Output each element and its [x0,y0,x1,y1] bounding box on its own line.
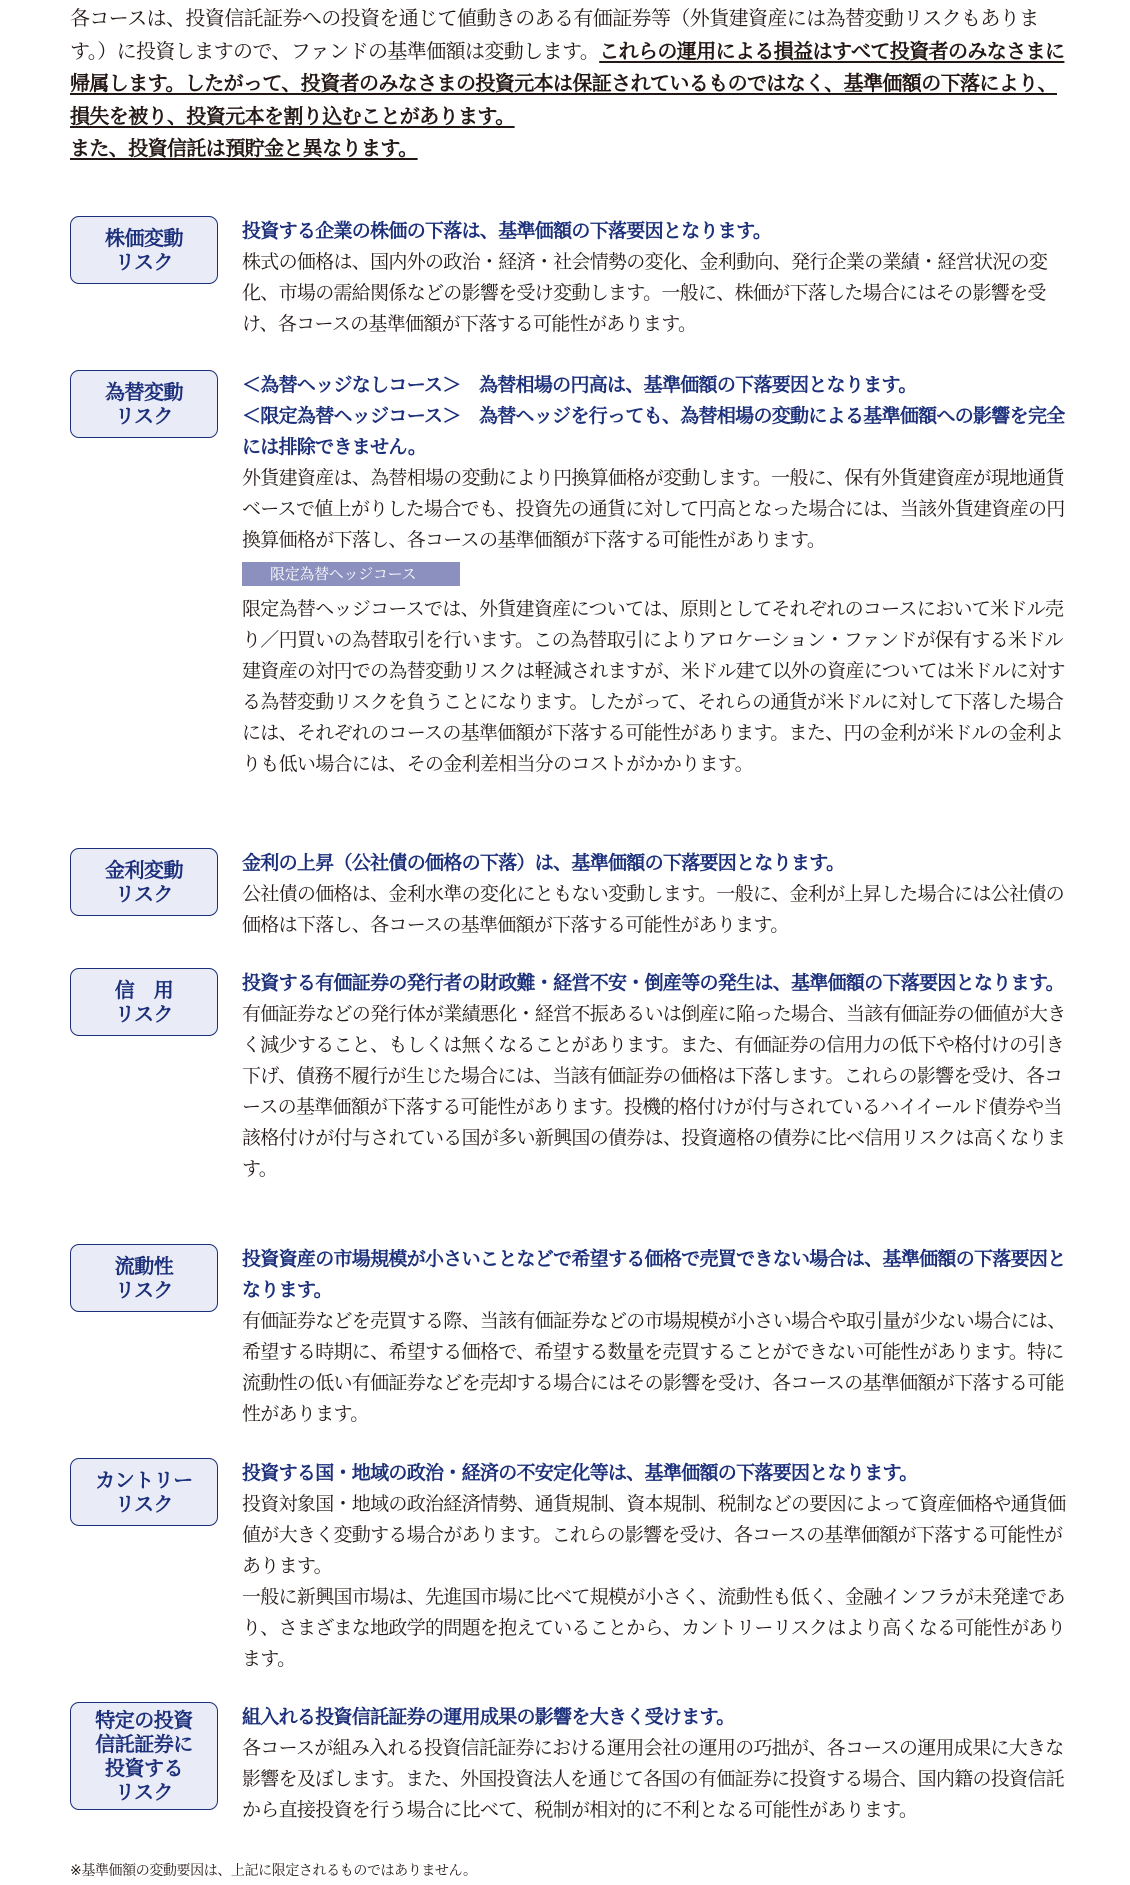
risk-label-box [70,968,218,1036]
risk-label-line: 信 用 [114,978,174,1002]
risk-lead: 投資する国・地域の政治・経済の不安定化等は、基準価額の下落要因となります。 [242,1462,918,1484]
risk-label-line: 株価変動 [105,226,183,250]
risk-label-line: 信託証券に [95,1732,193,1756]
intro-underlined-text: これらの運用による損益はすべて投資者のみなさまに帰属します。したがって、投資者のみなさまの投資元本は保証されているものではなく、基準価額の下落により、損失を被り、投資元本を割り込むことがあります。 [70,38,1065,128]
risk-body-text-2: 限定為替ヘッジコースでは、外貨建資産については、原則としてそれぞれのコースにおいて米ドル売り／円買いの為替取引を行います。この為替取引によりアロケーション・ファンドが保有する米ドル建資産の対円での為替変動リスクは軽減されますが、米ドル建て以外の資産については米ドルに対する為替変動リスクを負うことになります。したがって、それらの通貨が米ドルに対して下落した場合には、それぞれのコースの基準価額が下落する可能性があります。また、円の金利が米ドルの金利よりも低い場合には、その金利差相当分のコストがかかります。 [242,598,1065,775]
risk-label-box [70,848,218,916]
risk-body-text: 公社債の価格は、金利水準の変化にともない変動します。一般に、金利が上昇した場合には公社債の価格は下落し、各コースの基準価額が下落する可能性があります。 [242,883,1064,936]
intro-paragraph [70,2,1070,165]
risk-label-box [70,1702,218,1810]
risk-description [242,1458,1070,1675]
risk-lead: 組入れる投資信託証券の運用成果の影響を大きく受けます。 [242,1706,735,1728]
intro-underlined-text-2: また、投資信託は預貯金と異なります。 [70,136,418,160]
risk-description [242,370,1070,780]
risk-label-line: リスク [114,1492,174,1516]
risk-body-text-2: 一般に新興国市場は、先進国市場に比べて規模が小さく、流動性も低く、金融インフラが未発達であり、さまざまな地政学的問題を抱えていることから、カントリーリスクはより高くなる可能性があります。 [242,1586,1066,1670]
risk-body-text: 外貨建資産は、為替相場の変動により円換算価格が変動します。一般に、保有外貨建資産が現地通貨ベースで値上がりした場合でも、投資先の通貨に対して円高となった場合には、当該外貨建資産の円換算価格が下落し、各コースの基準価額が下落する可能性があります。 [242,467,1065,551]
risk-body-text: 有価証券などを売買する際、当該有価証券などの市場規模が小さい場合や取引量が少ない場合には、希望する時期に、希望する価格で、希望する数量を売買することができない可能性があります。特に流動性の低い有価証券などを売却する場合にはその影響を受け、各コースの基準価額が下落する可能性があります。 [242,1310,1066,1425]
risk-label-box [70,1458,218,1526]
intro-text: 各コースは、投資信託証券への投資を通じて値動きのある有価証券等（外貨建資産には為替変動リスクもあります。）に投資しますので、ファンドの基準価額は変動します。 [70,6,1039,63]
risk-body-text: 投資対象国・地域の政治経済情勢、通貨規制、資本規制、税制などの要因によって資産価格や通貨価値が大きく変動する場合があります。これらの影響を受け、各コースの基準価額が下落する可能性があります。 [242,1493,1066,1577]
risk-lead: 金利の上昇（公社債の価格の下落）は、基準価額の下落要因となります。 [242,852,845,874]
risk-label-line: 金利変動 [105,858,183,882]
risk-label-box [70,1244,218,1312]
risk-lead: ＜為替ヘッジなしコース＞ 為替相場の円高は、基準価額の下落要因となります。 [242,374,917,396]
risk-description [242,848,1070,941]
risk-label-line: 為替変動 [105,380,183,404]
risk-label-line: リスク [114,404,174,428]
risk-label-line: リスク [114,882,174,906]
risk-lead-2: ＜限定為替ヘッジコース＞ 為替ヘッジを行っても、為替相場の変動による基準価額への影響を完全には排除できません。 [242,405,1065,458]
hedged-course-tag: 限定為替ヘッジコース [242,562,460,586]
risk-body-text: 株式の価格は、国内外の政治・経済・社会情勢の変化、金利動向、発行企業の業績・経営状況の変化、市場の需給関係などの影響を受け変動します。一般に、株価が下落した場合にはその影響を受け、各コースの基準価額が下落する可能性があります。 [242,251,1048,335]
risk-label-line: リスク [114,1780,174,1804]
risk-label-line: リスク [114,1278,174,1302]
risk-description [242,216,1070,340]
risk-label-line: リスク [114,1002,174,1026]
risk-lead: 投資する有価証券の発行者の財政難・経営不安・倒産等の発生は、基準価額の下落要因となります。 [242,972,1064,994]
risk-lead: 投資する企業の株価の下落は、基準価額の下落要因となります。 [242,220,772,242]
risk-label-line: 特定の投資 [95,1708,193,1732]
risk-lead: 投資資産の市場規模が小さいことなどで希望する価格で売買できない場合は、基準価額の下落要因となります。 [242,1248,1066,1301]
risk-label-line: カントリー [95,1468,193,1492]
risk-label-box [70,370,218,438]
risk-body-text: 有価証券などの発行体が業績悪化・経営不振あるいは倒産に陥った場合、当該有価証券の価値が大きく減少すること、もしくは無くなることがあります。また、有価証券の信用力の低下や格付けの引き下げ、債務不履行が生じた場合には、当該有価証券の価格は下落します。これらの影響を受け、各コースの基準価額が下落する可能性があります。投機的格付けが付与されているハイイールド債券や当該格付けが付与されている国が多い新興国の債券は、投資適格の債券に比べ信用リスクは高くなります。 [242,1003,1066,1180]
risk-description [242,1702,1070,1826]
risk-description [242,1244,1070,1430]
risk-label-line: 投資する [105,1756,183,1780]
risk-label-box [70,216,218,284]
risk-label-line: 流動性 [114,1254,174,1278]
footnote: ※基準価額の変動要因は、上記に限定されるものではありません。 [70,1863,477,1879]
risk-body-text: 各コースが組み入れる投資信託証券における運用会社の運用の巧拙が、各コースの運用成果に大きな影響を及ぼします。また、外国投資法人を通じて各国の有価証券に投資する場合、国内籍の投資信託から直接投資を行う場合に比べて、税制が相対的に不利となる可能性があります。 [242,1737,1064,1821]
risk-label-line: リスク [114,250,174,274]
risk-description [242,968,1070,1185]
